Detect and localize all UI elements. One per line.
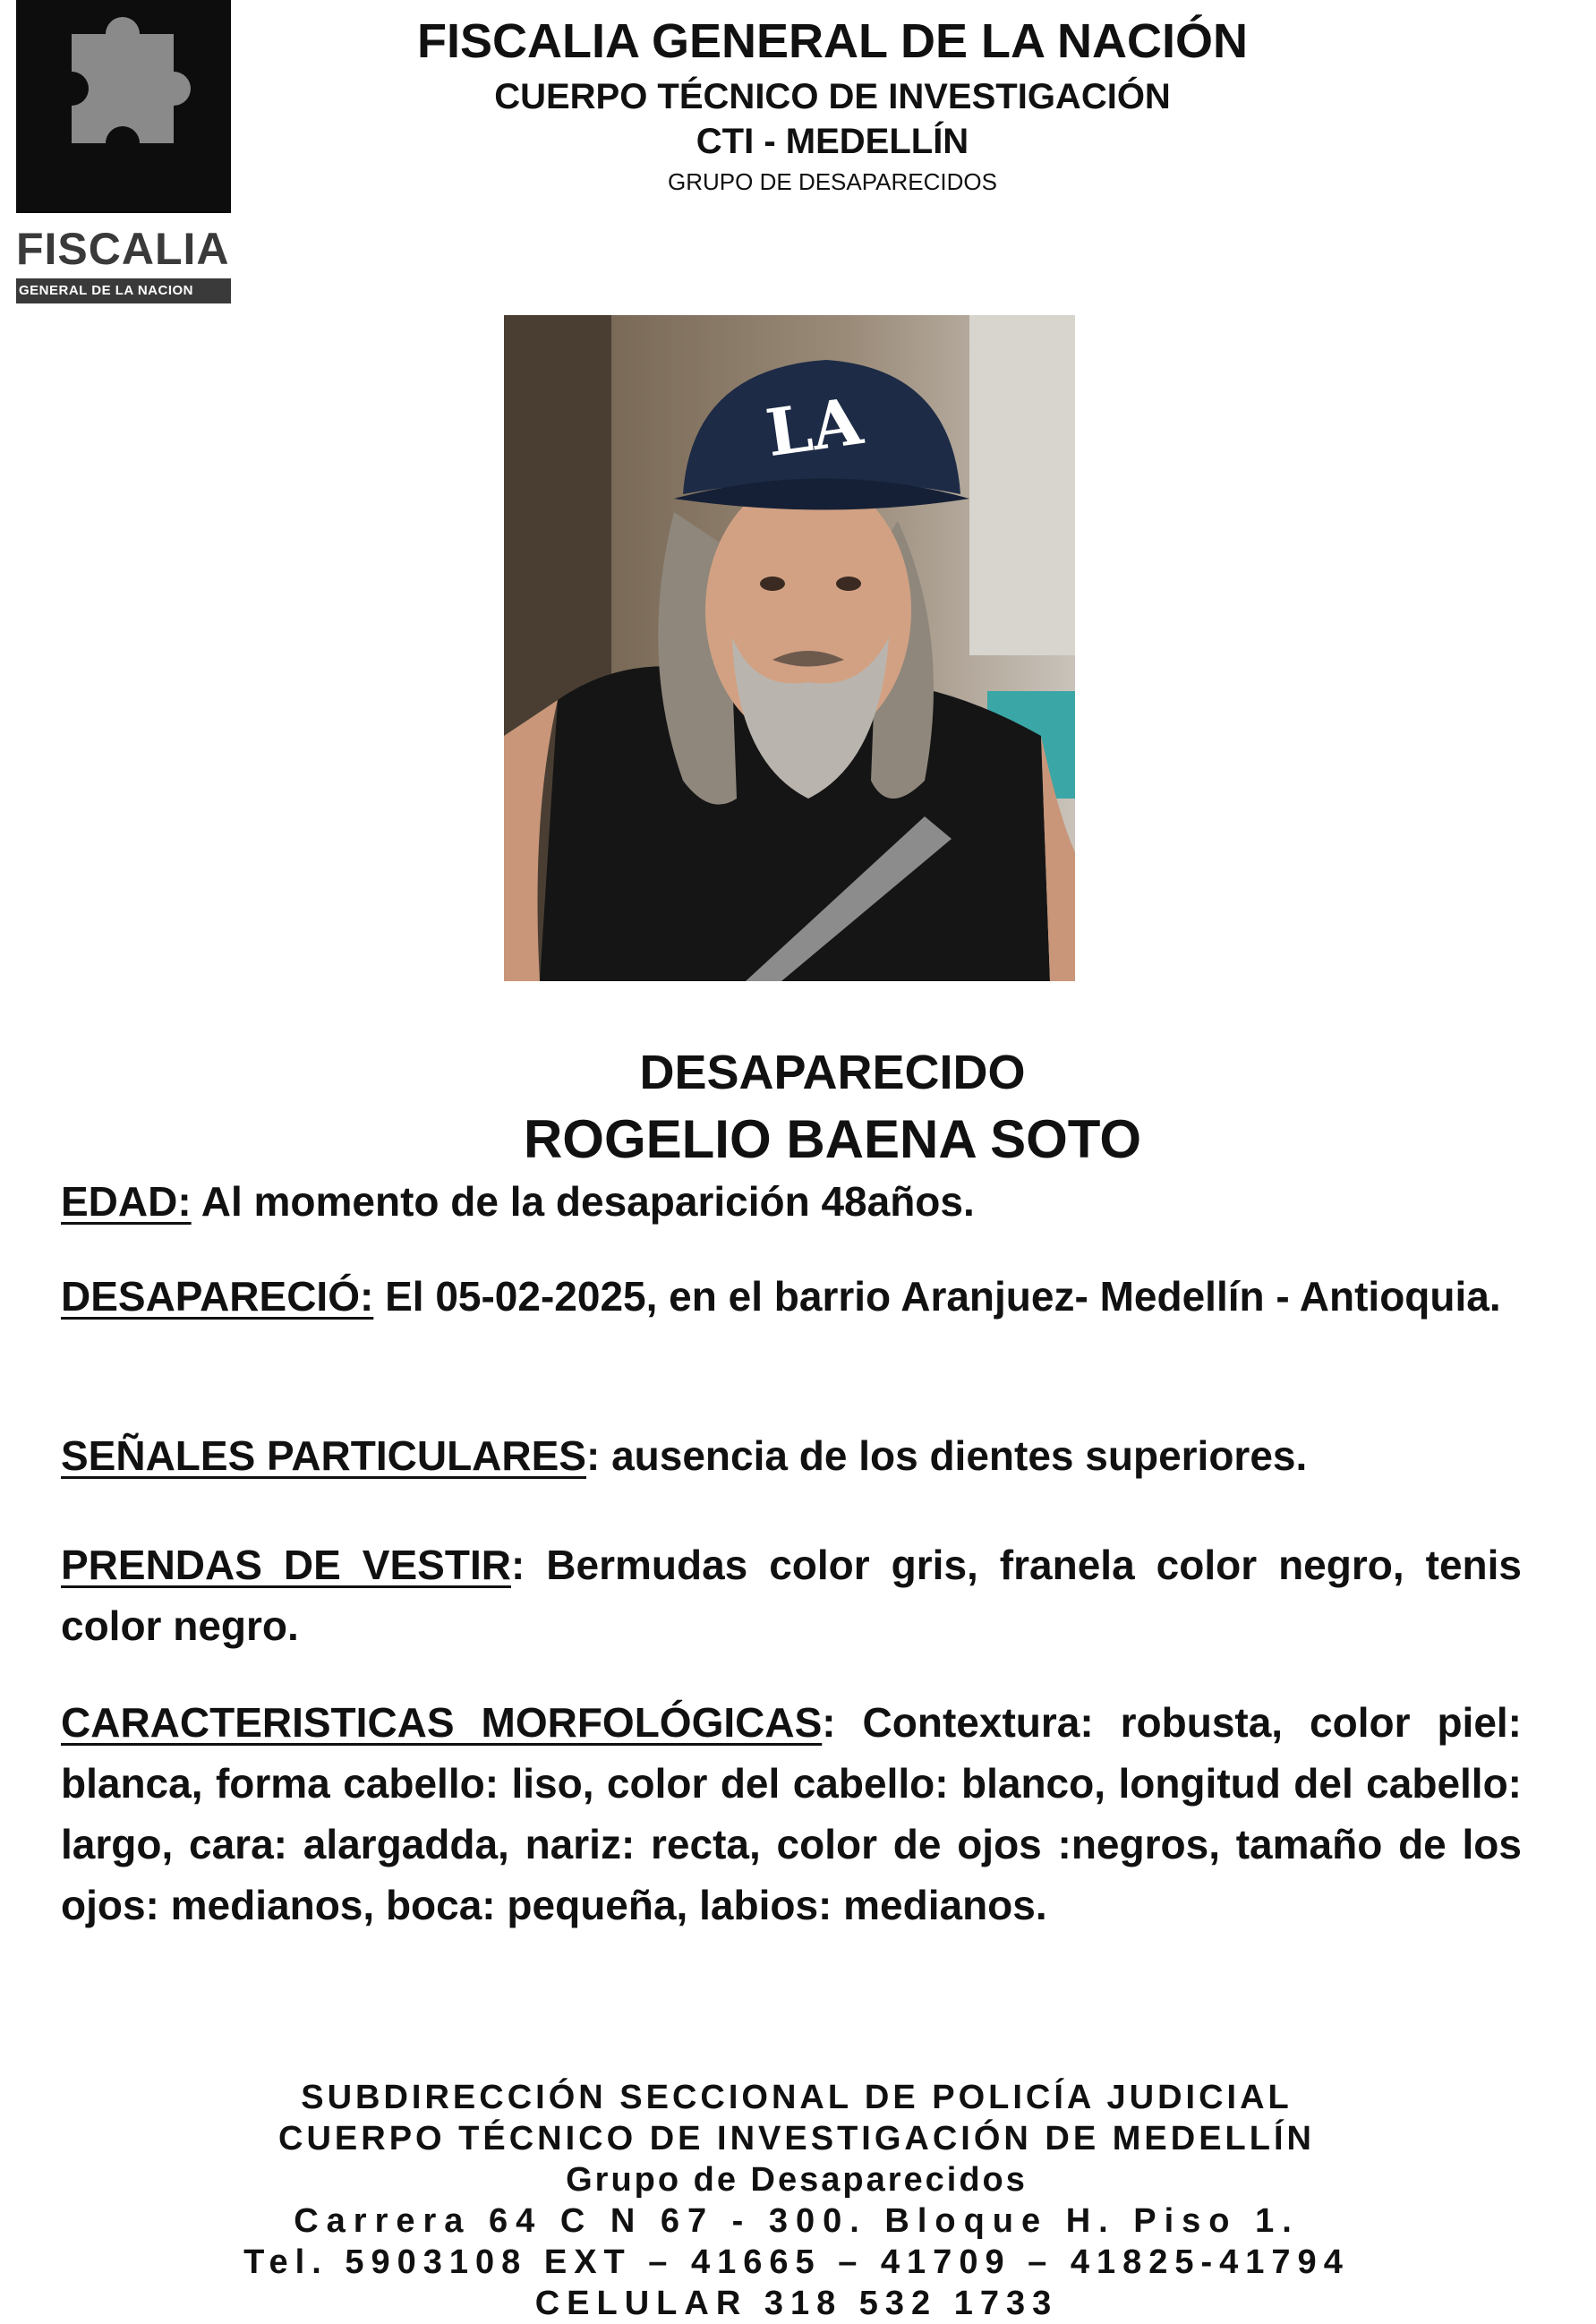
desaparecio-text: El 05-02-2025, en el barrio Aranjuez- Medellín - Antioquia. — [373, 1273, 1501, 1320]
prendas-text: : Bermudas color gris, franela color negro, tenis color negro. — [61, 1542, 1522, 1649]
footer-phone: Tel. 5903108 EXT – 41665 – 41709 – 41825-41794 — [243, 2243, 1350, 2281]
senales-paragraph — [61, 1425, 1522, 1486]
prendas-paragraph — [61, 1534, 1522, 1656]
edad-label: EDAD: — [61, 1178, 192, 1225]
prendas-label: PRENDAS DE VESTIR — [61, 1542, 511, 1588]
desaparecio-label: DESAPARECIÓ: — [61, 1273, 374, 1320]
footer-grupo: Grupo de Desaparecidos — [566, 2161, 1028, 2199]
caracteristicas-paragraph — [61, 1692, 1522, 1935]
person-name: ROGELIO BAENA SOTO — [523, 1109, 1142, 1169]
header-title: FISCALIA GENERAL DE LA NACIÓN — [416, 14, 1249, 68]
caracteristicas-text: : Contextura: robusta, color piel: blanca, forma cabello: liso, color del cabello: blanco, longitud del cabello: largo, cara: alargadda, nariz: recta, color de ojos :negros, tamaño de los ojos: medianos, boca: pequeña, labios: medianos. — [61, 1699, 1523, 1928]
senales-label: SEÑALES PARTICULARES — [61, 1432, 586, 1479]
desaparecio-paragraph — [61, 1266, 1522, 1327]
edad-text: Al momento de la desaparición 48años. — [191, 1178, 975, 1225]
footer-cellphone: CELULAR 318 532 1733 — [534, 2285, 1059, 2322]
logo-wordmark: FISCALIA — [16, 224, 230, 274]
svg-text:LA: LA — [761, 382, 867, 472]
missing-person-photo — [504, 315, 1075, 981]
footer-address: Carrera 64 C N 67 - 300. Bloque H. Piso 1. — [294, 2202, 1300, 2240]
puzzle-piece-icon — [16, 0, 231, 213]
status-heading: DESAPARECIDO — [639, 1046, 1026, 1099]
footer-subdireccion: SUBDIRECCIÓN SECCIONAL DE POLICÍA JUDICIAL — [301, 2079, 1293, 2116]
fiscalia-logo — [16, 0, 233, 309]
edad-paragraph — [61, 1171, 1522, 1232]
logo-subline: GENERAL DE LA NACION — [16, 278, 231, 303]
header-grupo: GRUPO DE DESAPARECIDOS — [668, 168, 997, 195]
header-cuerpo-tecnico: CUERPO TÉCNICO DE INVESTIGACIÓN — [494, 77, 1171, 116]
header-cti: CTI - MEDELLÍN — [696, 122, 969, 161]
caracteristicas-label: CARACTERISTICAS MORFOLÓGICAS — [61, 1699, 823, 1746]
footer-cuerpo-tecnico: CUERPO TÉCNICO DE INVESTIGACIÓN DE MEDELLÍN — [278, 2120, 1315, 2157]
senales-text: : ausencia de los dientes superiores. — [585, 1432, 1308, 1479]
